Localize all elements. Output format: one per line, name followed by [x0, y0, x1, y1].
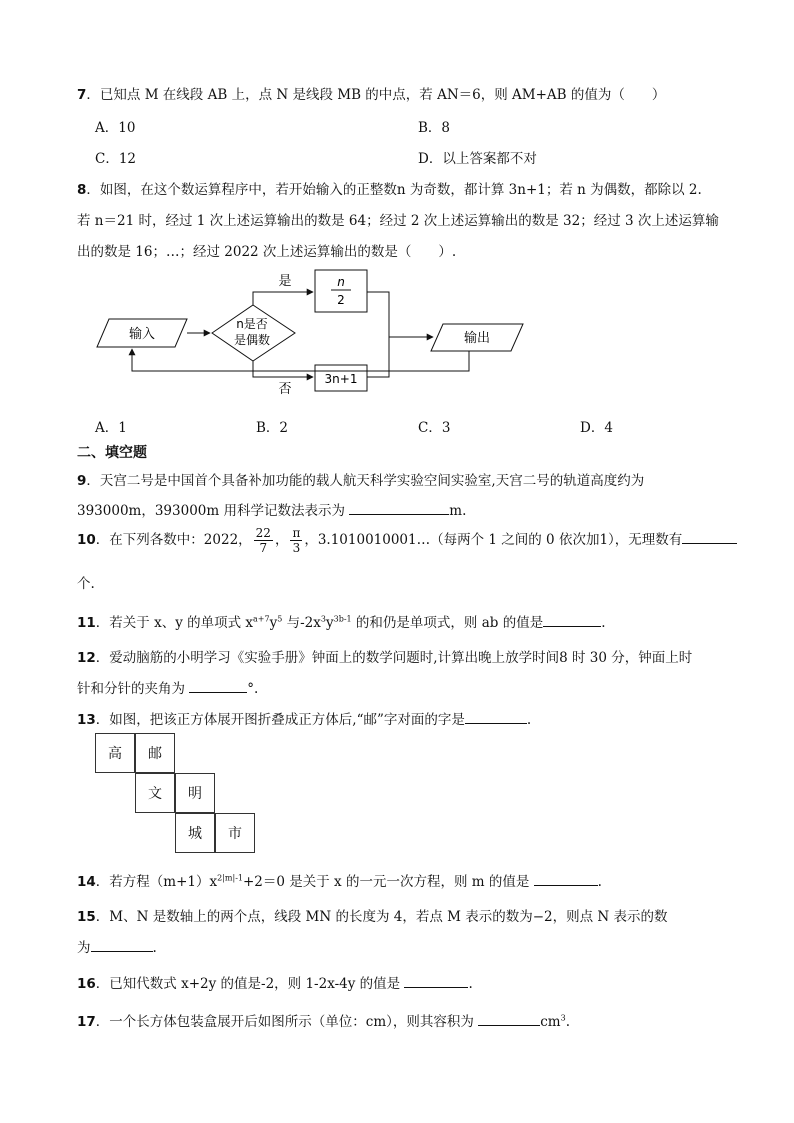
net-cell-cheng: 城	[175, 813, 215, 853]
q9-stem-line2	[77, 499, 466, 519]
flow-odd-label: 3n+1	[324, 372, 358, 386]
q10-text-pre: ．在下列各数中：2022，	[95, 532, 252, 548]
q12-degree: °.	[247, 681, 259, 697]
q10-fraction-pi-3	[290, 526, 302, 555]
net-cell-gao: 高	[95, 733, 135, 773]
q10-frac1-bot: 7	[259, 541, 268, 555]
q14-part2: +2＝0 是关于 x 的一元一次方程，则 m 的值是	[242, 874, 530, 890]
q17-unit-sup: 3	[560, 1013, 566, 1023]
q10-stem-line1: 10．在下列各数中：2022， $\frac{22}{7}$ ， $\frac{\pi}{3}$ ，3.1010010001…（每两个 1 之间的 0 依次加1），无理数有	[77, 526, 737, 555]
q7-stem	[77, 83, 665, 103]
q8-option-c: C．3	[418, 420, 451, 436]
q8-stem-line2: 若 n＝21 时，经过 1 次上述运算输出的数是 64；经过 2 次上述运算输出的数是 32；经过 3 次上述运算输	[77, 213, 719, 229]
q13-text: ．如图，把该正方体展开图折叠成正方体后,“邮”字对面的字是	[95, 712, 465, 728]
q11-sup2: 5	[277, 614, 283, 624]
q7-text: ．已知点 M 在线段 AB 上，点 N 是线段 MB 的中点，若 AN＝6，则 AM+AB 的值为（ ）	[86, 87, 666, 103]
q9-stem-line1	[77, 469, 644, 489]
q16-text: ．已知代数式 x+2y 的值是-2，则 1-2x-4y 的值是	[95, 976, 401, 992]
q13-stem	[77, 708, 531, 728]
flow-decision-text-2: 是偶数	[233, 333, 271, 347]
q11-number: 11	[77, 615, 96, 631]
q13-number: 13	[77, 712, 96, 728]
q10-answer-blank[interactable]	[682, 529, 737, 544]
q17-stem	[77, 1010, 570, 1030]
q10-number: 10	[77, 532, 96, 548]
q9-answer-blank[interactable]	[349, 500, 449, 515]
q16-answer-blank[interactable]	[404, 973, 468, 988]
q8-option-a: A．1	[95, 420, 127, 436]
q16-number: 16	[77, 976, 96, 992]
flow-yes-label: 是	[278, 274, 292, 289]
q8-text-1: ．如图，在这个数运算程序中，若开始输入的正整数n 为奇数，都计算 3n+1；若 n 为偶数，都除以 2.	[86, 182, 702, 198]
net-cell-shi: 市	[215, 813, 255, 853]
q14-sup: 2|m|-1	[217, 873, 243, 883]
q11-sup4: 3b-1	[333, 614, 352, 624]
q10-frac2-bot: 3	[292, 541, 301, 555]
q9-unit: m.	[449, 503, 467, 519]
q15-stem-line1	[77, 905, 668, 925]
q11-sup1: a+7	[253, 614, 270, 624]
q12-number: 12	[77, 650, 96, 666]
flow-frac-top: n	[337, 275, 345, 289]
net-cell-wen: 文	[135, 773, 175, 813]
q8-option-d: D．4	[580, 420, 613, 436]
q9-text-1: ．天宫二号是中国首个具备补加功能的载人航天科学实验空间实验室,天宫二号的轨道高度约为	[86, 473, 645, 489]
q13-cube-net	[95, 733, 257, 855]
q15-answer-blank[interactable]	[91, 937, 153, 952]
q7-number: 7	[77, 87, 87, 103]
q15-text-1: ．M、N 是数轴上的两个点，线段 MN 的长度为 4，若点 M 表示的数为−2，则点 N 表示的数	[95, 909, 668, 925]
q15-text-2: 为	[77, 940, 91, 956]
flow-frac-bot: 2	[337, 293, 345, 307]
q12-text-1: ．爱动脑筋的小明学习《实验手册》钟面上的数学问题时,计算出晚上放学时间8 时 30 分，钟面上时	[95, 650, 693, 666]
q12-answer-blank[interactable]	[189, 678, 247, 693]
q17-end: .	[565, 1014, 570, 1030]
q8-stem-line1	[77, 178, 702, 198]
q14-stem	[77, 870, 602, 890]
q17-number: 17	[77, 1014, 96, 1030]
q7-option-d: D．以上答案都不对	[418, 151, 537, 167]
q14-end: .	[597, 874, 602, 890]
flow-decision-text-1: n是否	[236, 317, 268, 331]
q13-end: .	[526, 712, 532, 728]
q8-flowchart	[95, 265, 525, 415]
q13-answer-blank[interactable]	[465, 709, 527, 724]
q11-end: .	[601, 615, 606, 631]
q10-stem-line2: 个.	[77, 576, 95, 592]
flow-input-label: 输入	[128, 327, 156, 342]
q11-part5: 的和仍是单项式，则 ab 的值是	[351, 615, 544, 631]
q14-part1: ．若方程（m+1）x	[95, 874, 218, 890]
net-cell-you: 邮	[135, 733, 175, 773]
q12-text-2: 针和分针的夹角为	[77, 681, 185, 697]
q12-stem-line1	[77, 646, 692, 666]
q8-stem-line3: 出的数是 16；…；经过 2022 次上述运算输出的数是（ ）.	[77, 244, 457, 260]
q11-part4: y	[325, 615, 334, 631]
section-fill-in-title: 二、填空题	[77, 445, 147, 461]
q10-text-post: ，3.1010010001…（每两个 1 之间的 0 依次加1），无理数有	[304, 532, 683, 548]
q14-number: 14	[77, 874, 96, 890]
q15-end: .	[152, 940, 157, 956]
q11-sup3: 3	[320, 614, 326, 624]
q17-answer-blank[interactable]	[478, 1011, 540, 1026]
flow-no-label: 否	[278, 382, 292, 397]
q8-number: 8	[77, 182, 87, 198]
net-cell-ming: 明	[175, 773, 215, 813]
q7-option-b: B．8	[418, 120, 451, 136]
q15-stem-line2	[77, 936, 157, 956]
q7-option-a: A．10	[95, 120, 136, 136]
q17-unit: cm	[540, 1014, 561, 1030]
q8-option-b: B．2	[256, 420, 289, 436]
q10-fraction-22-7	[254, 526, 273, 555]
q9-number: 9	[77, 473, 87, 489]
q10-frac2-top: π	[292, 526, 301, 540]
q11-answer-blank[interactable]	[543, 612, 601, 627]
q11-part2: y	[269, 615, 278, 631]
q11-part1: ．若关于 x、y 的单项式 x	[95, 615, 254, 631]
q10-frac1-top: 22	[255, 526, 271, 540]
q17-text: ．一个长方体包装盒展开后如图所示（单位：cm），则其容积为	[95, 1014, 474, 1030]
q15-number: 15	[77, 909, 96, 925]
flow-output-label: 输出	[463, 331, 491, 346]
q11-stem	[77, 611, 606, 631]
q14-answer-blank[interactable]	[534, 871, 598, 886]
q11-part3: 与-2x	[282, 615, 321, 631]
q16-end: .	[468, 976, 473, 992]
q16-stem	[77, 972, 473, 992]
q9-text-2: 393000m，393000m 用科学记数法表示为	[77, 503, 345, 519]
q7-option-c: C．12	[95, 151, 137, 167]
q12-stem-line2	[77, 677, 258, 697]
